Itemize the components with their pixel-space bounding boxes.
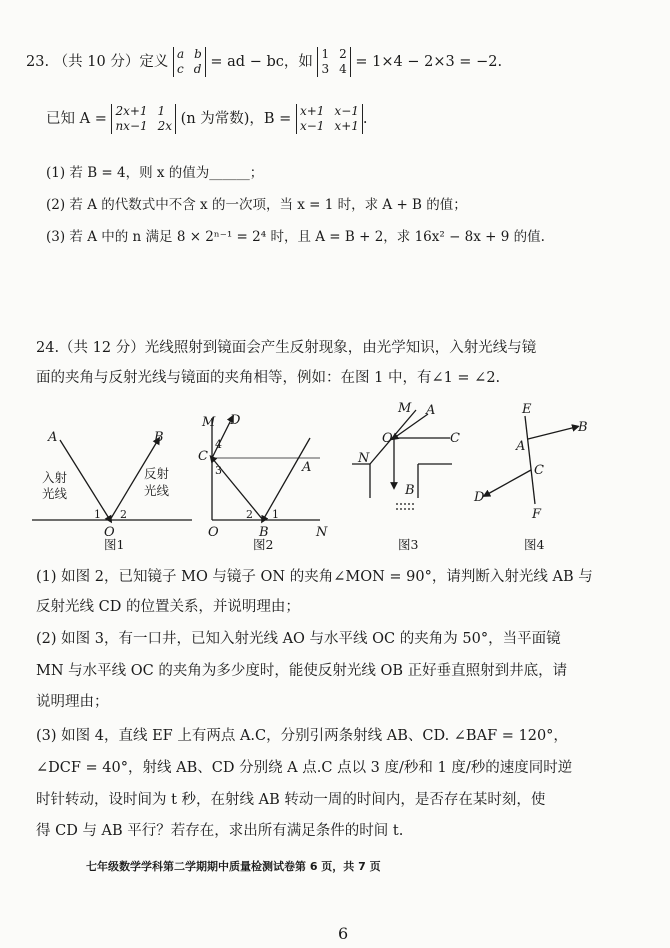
- fig1-reflect-label-2: 光线: [144, 483, 170, 498]
- q23-given-c: .: [362, 111, 368, 127]
- fig4-label-c: C: [534, 463, 544, 478]
- fig4-label-a: A: [516, 439, 526, 454]
- fig3-caption: 图3: [398, 537, 419, 552]
- fig3-label-a: A: [426, 403, 436, 418]
- q23-points: （共 10 分）: [53, 54, 140, 70]
- q24-part3-line3: 时针转动，设时间为 t 秒，在射线 AB 转动一周的时间内，是否存在某时刻，使: [36, 792, 546, 808]
- mat-cell: x+1: [299, 104, 325, 118]
- q24-part3-line2: ∠DCF = 40°，射线 AB、CD 分别绕 A 点.C 点以 3 度/秒和 1 度/秒的速度同时逆: [36, 760, 573, 776]
- mat-cell: 2x+1: [115, 104, 148, 118]
- fig1-label-a: A: [48, 430, 58, 445]
- fig1-reflect-label-1: 反射: [144, 466, 170, 481]
- fig1-caption: 图1: [104, 537, 125, 552]
- fig1-angle-2: 2: [120, 508, 127, 521]
- fig1-incident-label-1: 入射: [42, 470, 68, 485]
- q23-intro-c: = 1×4 − 2×3 = −2.: [355, 54, 503, 70]
- q24-part2-line2: MN 与水平线 OC 的夹角为多少度时，能使反射光线 OB 正好垂直照射到井底，请: [36, 663, 568, 679]
- det-cell: a: [176, 47, 185, 61]
- q24-part2-line3: 说明理由；: [36, 694, 109, 710]
- fig1-label-b: B: [154, 430, 164, 445]
- det-cell: c: [176, 62, 184, 76]
- matrix-a: [111, 104, 176, 134]
- page-number: 6: [338, 924, 349, 943]
- fig4-label-b: B: [578, 420, 588, 435]
- fig4-line-ef: [525, 416, 535, 504]
- det-cell: 1: [321, 47, 330, 61]
- mat-cell: 2x: [157, 119, 173, 133]
- q24-part2-line1: (2) 如图 3，有一口井，已知入射光线 AO 与水平线 OC 的夹角为 50°，当平面镜: [36, 631, 561, 647]
- fig2-angle-1: 1: [272, 508, 279, 521]
- fig2-caption: 图2: [253, 537, 274, 552]
- fig2-label-c: C: [198, 449, 208, 464]
- fig3-label-c: C: [450, 431, 460, 446]
- q23-number: 23.: [26, 54, 50, 70]
- q23-given: [46, 104, 368, 134]
- det-cell: 3: [321, 62, 330, 76]
- mat-cell: x+1: [334, 119, 359, 133]
- fig2-label-b: B: [259, 525, 269, 540]
- det-cell: 2: [339, 47, 347, 61]
- fig2-label-d: D: [230, 413, 241, 428]
- mat-cell: x−1: [334, 104, 359, 118]
- q23-intro-a: 定义: [139, 54, 169, 70]
- fig1-incident-label-2: 光线: [42, 486, 68, 501]
- fig2-label-o: O: [208, 525, 219, 540]
- fig2-angle-4: 4: [215, 438, 222, 451]
- fig1-label-o: O: [104, 525, 115, 540]
- fig3-label-m: M: [398, 401, 412, 416]
- q24-part1-line2: 反射光线 CD 的位置关系，并说明理由；: [36, 599, 300, 615]
- page-footer: 七年级数学学科第二学期期中质量检测试卷第 6 页，共 7 页: [86, 860, 381, 873]
- fig3-incident-ao: [394, 414, 428, 438]
- q24-part3-line4: 得 CD 与 AB 平行？若存在，求出所有满足条件的时间 t.: [36, 823, 404, 839]
- mat-cell: 1: [157, 104, 166, 118]
- q24-part1-line1: (1) 如图 2，已知镜子 MO 与镜子 ON 的夹角∠MON = 90°，请判断入射光线 AB 与: [36, 569, 593, 585]
- fig4-ray-cd: [486, 470, 531, 495]
- det-cell: d: [193, 62, 202, 76]
- fig2-label-m: M: [202, 415, 216, 430]
- fig3-label-o: O: [382, 431, 393, 446]
- fig3-label-n: N: [358, 451, 370, 466]
- determinant-definition: [173, 47, 206, 77]
- q23-intro-b: = ad − bc，如: [210, 54, 313, 70]
- q23-line1: [26, 47, 502, 77]
- fig1-angle-1: 1: [94, 508, 101, 521]
- q23-part1: (1) 若 B = 4，则 x 的值为______；: [46, 165, 264, 181]
- mat-cell: nx−1: [115, 119, 148, 133]
- fig4-caption: 图4: [524, 537, 545, 552]
- q24-header-line1: 24.（共 12 分）光线照射到镜面会产生反射现象，由光学知识，入射光线与镜: [36, 340, 537, 356]
- q24-part3-line1: (3) 如图 4，直线 EF 上有两点 A.C，分别引两条射线 AB、CD. ∠BAF = 120°，: [36, 728, 568, 744]
- fig4-ray-ab: [528, 427, 576, 439]
- fig2-angle-3: 3: [215, 464, 222, 477]
- q24-figures: [20, 398, 640, 558]
- determinant-example: [317, 47, 350, 77]
- fig3-mirror-mn: [370, 410, 416, 464]
- fig2-label-n: N: [316, 525, 328, 540]
- fig2-ray-ab: [263, 438, 310, 520]
- q23-given-a: 已知 A =: [46, 111, 107, 127]
- fig4-label-f: F: [532, 507, 542, 522]
- fig2-label-a: A: [302, 460, 312, 475]
- fig4-label-e: E: [522, 402, 532, 417]
- fig4-label-d: D: [474, 490, 485, 505]
- q23-part3: (3) 若 A 中的 n 满足 8 × 2ⁿ⁻¹ = 2⁴ 时，且 A = B + 2，求 16x² − 8x + 9 的值.: [46, 229, 545, 245]
- mat-cell: x−1: [299, 119, 325, 133]
- det-cell: b: [194, 47, 202, 61]
- fig2-angle-2: 2: [246, 508, 253, 521]
- q24-header-line2: 面的夹角与反射光线与镜面的夹角相等，例如：在图 1 中，有∠1 = ∠2.: [36, 370, 501, 386]
- q23-given-b: (n 为常数)，B =: [180, 111, 292, 127]
- det-cell: 4: [339, 62, 347, 76]
- figure-4: [486, 416, 576, 504]
- fig3-label-b: B: [405, 483, 415, 498]
- q23-part2: (2) 若 A 的代数式中不含 x 的一次项，当 x = 1 时，求 A + B 的值；: [46, 197, 467, 213]
- matrix-b: [296, 104, 363, 134]
- fig1-incident-ray: [60, 440, 110, 520]
